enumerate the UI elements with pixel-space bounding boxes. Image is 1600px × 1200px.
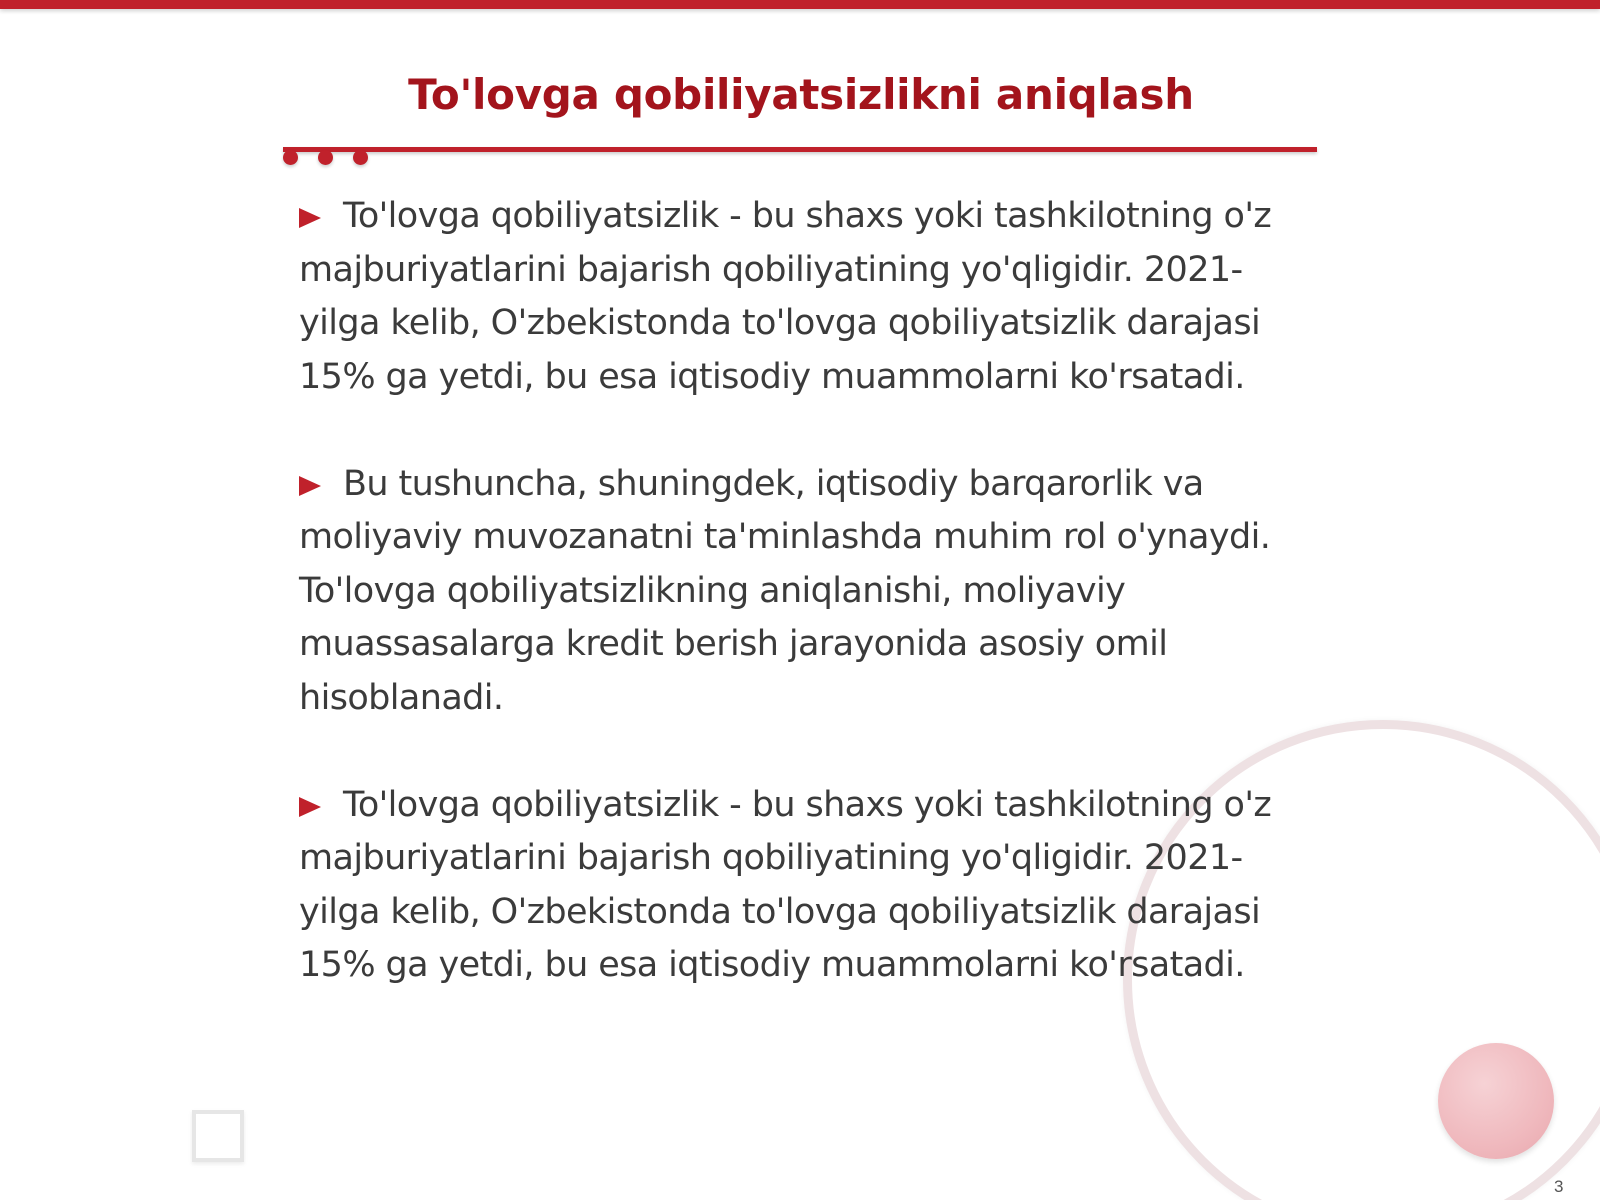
bullet-text: To'lovga qobiliyatsizlik - bu shaxs yoki tashkilotning o'z majburiyatlarini bajarish qobiliyatining yo'qligidir. 2021-yilga kelib, O'zbekistonda to'lovga qobiliyatsizlik darajasi 15% ga yetdi, bu esa iqtisodiy muammolarni ko'rsatadi. bbox=[299, 196, 1272, 397]
title-dot-1 bbox=[283, 150, 298, 165]
page-number: 3 bbox=[1554, 1177, 1564, 1196]
decorative-square bbox=[192, 1110, 244, 1162]
decorative-circle bbox=[1438, 1043, 1554, 1159]
title-underline bbox=[283, 147, 1317, 152]
bullet-paragraph-1 bbox=[299, 190, 1309, 404]
bullet-paragraph-2 bbox=[299, 458, 1309, 726]
slide-body bbox=[299, 190, 1309, 993]
bullet-text: Bu tushuncha, shuningdek, iqtisodiy barqarorlik va moliyaviy muvozanatni ta'minlashda muhim rol o'ynaydi. To'lovga qobiliyatsizlikning aniqlanishi, moliyaviy muassasalarga kredit berish jarayonida asosiy omil hisoblanadi. bbox=[299, 463, 1271, 718]
title-dot-2 bbox=[318, 150, 333, 165]
slide-title: To'lovga qobiliyatsizlikni aniqlash bbox=[408, 70, 1194, 119]
bullet-text: To'lovga qobiliyatsizlik - bu shaxs yoki tashkilotning o'z majburiyatlarini bajarish qobiliyatining yo'qligidir. 2021-yilga kelib, O'zbekistonda to'lovga qobiliyatsizlik darajasi 15% ga yetdi, bu esa iqtisodiy muammolarni ko'rsatadi. bbox=[299, 784, 1272, 985]
top-accent-bar bbox=[0, 0, 1600, 9]
bullet-paragraph-3 bbox=[299, 779, 1309, 993]
bullet-arrow-icon bbox=[299, 797, 321, 817]
title-dot-3 bbox=[353, 150, 368, 165]
bullet-arrow-icon bbox=[299, 476, 321, 496]
bullet-arrow-icon bbox=[299, 208, 321, 228]
